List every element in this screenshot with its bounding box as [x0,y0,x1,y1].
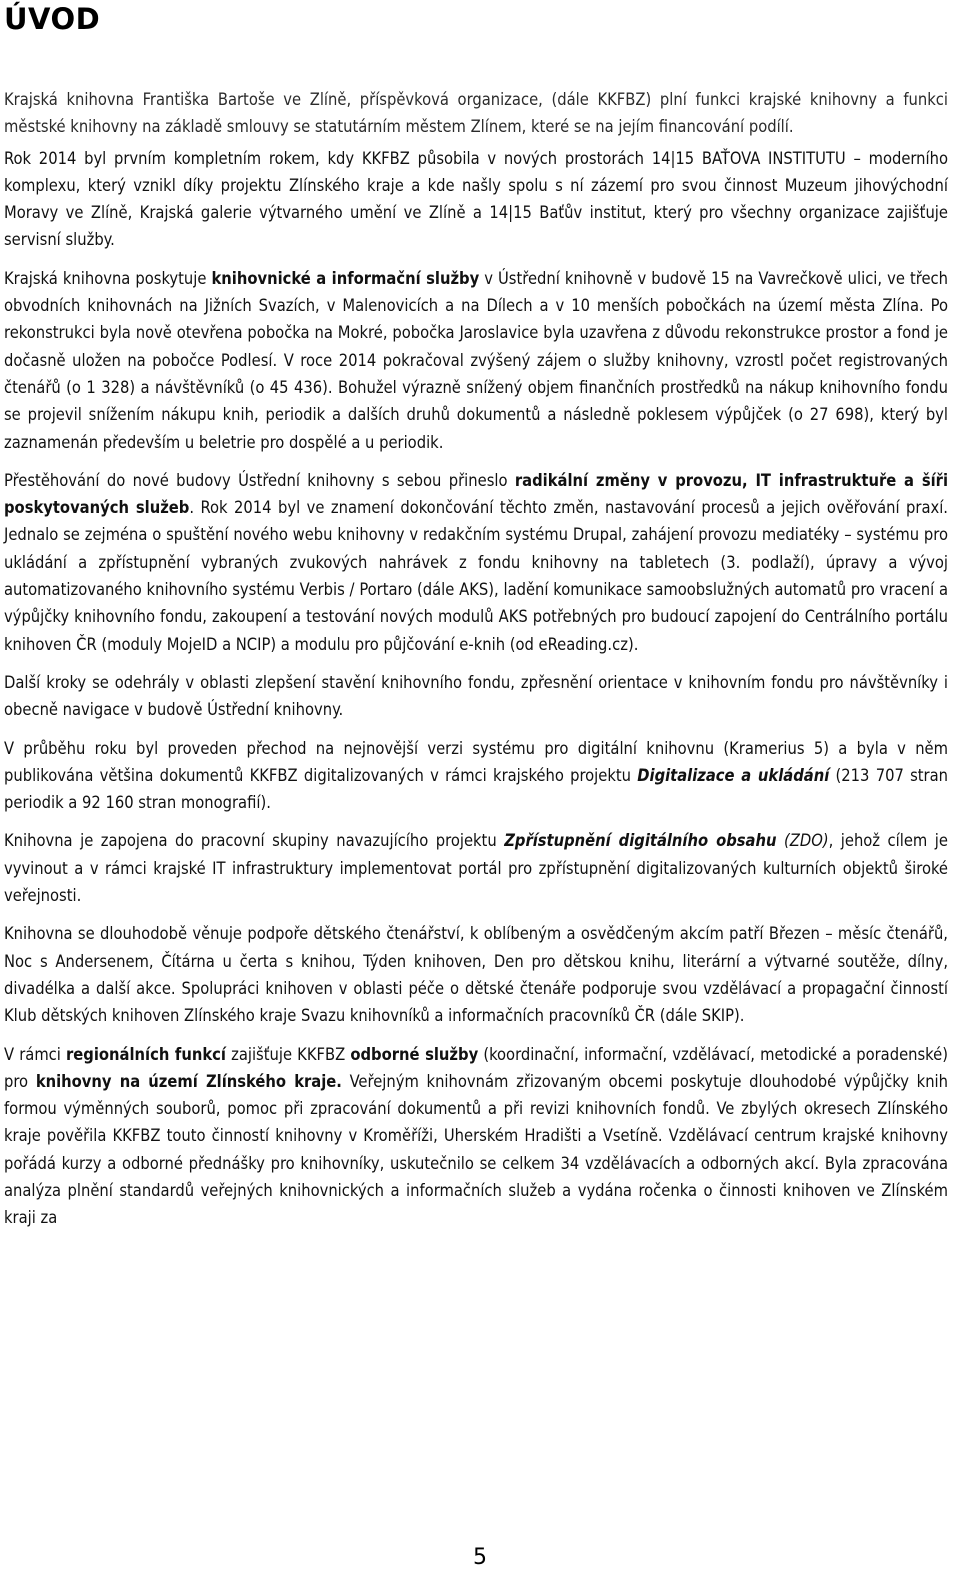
bold-text: knihovny na území Zlínského kraje. [35,1071,342,1091]
paragraph-zdo-project [4,827,948,909]
paragraph-intro: Krajská knihovna Františka Bartoše ve Zlíně, příspěvková organizace, (dále KKFBZ) plní funkci krajské knihovny a funkci městské knihovny na základě smlouvy se statutárním městem Zlínem, které se na jejím financování podílí. [4,90,948,137]
paragraph-collection-orientation: Další kroky se odehrály v oblasti zlepšení stavění knihovního fondu, zpřesnění orientace v knihovním fondu pro návštěvníky i obecně navigace v budově Ústřední knihovny. [4,672,948,720]
paragraph-digital-library [4,735,948,817]
page-number: 5 [473,1545,487,1570]
italic-text: (ZDO) [776,831,829,851]
text-span: V průběhu roku byl proveden přechod na nejnovější verzi systému pro digitální knihovnu (Kramerius 5) a byla v něm publikována většina dokumentů KKFBZ digitalizovaných v rámci krajského projektu [4,738,948,785]
text-span: Krajská knihovna poskytuje [4,268,212,288]
text-span: , jehož cílem je vyvinout a v rámci krajské IT infrastruktury implementovat portál pro zpřístupnění digitalizovaných kulturních objektů široké veřejnosti. [4,831,948,906]
text-span: v Ústřední knihovně v budově 15 na Vavrečkově ulici, ve třech obvodních knihovnách na Jižních Svazích, v Malenovicích a na Dílech a v 10 menších pobočkách na území města Zlína. Po rekonstrukci byla nově otevřena pobočka na Mokré, pobočka Jaroslavice byla uzavřena z důvodu rekonstrukce prostor a fond je dočasně uložen na pobočce Podlesí. V roce 2014 pokračoval zvýšený zájem o služby knihovny, vzrostl počet registrovaných čtenářů (o 1 328) a návštěvníků (o 45 436). Bohužel výrazně snížený objem finančních prostředků na nákup knihovního fondu se projevil snížením nákupu knih, periodik a dalších druhů dokumentů a následně poklesem výpůjček (o 27 698), který byl zaznamenán především u beletrie pro dospělé a u periodik. [4,268,948,452]
text-span: (koordinační, informační, vzdělávací, metodické a poradenské) pro [4,1044,948,1091]
paragraph-relocation [4,467,948,658]
bold-text: regionálních funkcí [66,1044,226,1064]
text-span: . Rok 2014 byl ve znamení dokončování těchto změn, nastavování procesů a jejich ověřování praxí. Jednalo se zejména o spuštění nového webu knihovny v redakčním systému Drupal, zahájení provozu mediatéky – systému pro ukládání a zpřístupnění vybraných zvukových nahrávek z fondu knihovny na tabletech (3. podlaží), úpravy a vývoj automatizovaného knihovního systému Verbis / Portaro (dále AKS), ladění komunikace samoobslužných automatů pro vracení a výpůjčky knihovního fondu, zakoupení a testování nových modulů AKS potřebných pro budoucí zapojení do Centrálního portálu knihoven ČR (moduly MojeID a NCIP) a modulu pro půjčování e-knih (od eReading.cz). [4,498,948,654]
text-span: zajišťuje KKFBZ [225,1044,351,1064]
text-span: V rámci [4,1044,67,1064]
paragraph-regional-functions [4,1041,948,1232]
paragraph-bata-institute: Rok 2014 byl prvním kompletním rokem, kdy KKFBZ působila v nových prostorách 14|15 BAŤOVA INSTITUTU – moderního komplexu, který vznikl díky projektu Zlínského kraje a kde našly spolu s ní zázemí pro svou činnost Muzeum jihovýchodní Moravy ve Zlíně, Krajská galerie výtvarného umění ve Zlíně a 14|15 Baťův institut, který pro všechny organizace zajišťuje servisní služby. [4,148,948,250]
bold-text: odborné služby [350,1044,479,1064]
paragraph-library-services [4,265,948,456]
text-span: Přestěhování do nové budovy Ústřední knihovny s sebou přineslo [4,470,515,490]
text-span: Veřejným knihovnám zřizovaným obcemi poskytuje dlouhodobé výpůjčky knih formou výměnných souborů, pomoc při zpracování dokumentů a při revizi knihovních fondů. Ve zbylých okresech Zlínského kraje pověřila KKFBZ touto činností knihovny v Kroměříži, Uherském Hradišti a Vsetíně. Vzdělávací centrum krajské knihovny pořádá kurzy a odborné přednášky pro knihovníky, uskutečnilo se celkem 34 vzdělávacích a odborných akcí. Byla zpracována analýza plnění standardů veřejných knihovnických a informačních služeb a vydána ročenka o činnosti knihoven ve Zlínském kraji za [4,1071,949,1228]
document-body [4,86,948,1243]
bold-text: radikální změny v provozu, IT infrastruktuře a šíři poskytovaných služeb [4,470,948,518]
bold-italic-text: Zpřístupnění digitálního obsahu [504,831,777,851]
bold-italic-text: Digitalizace a ukládání [637,765,830,785]
paragraph-children-reading: Knihovna se dlouhodobě věnuje podpoře dětského čtenářství, k oblíbeným a osvědčeným akcím patří Březen – měsíc čtenářů, Noc s Andersenem, Čítárna u čerta s knihou, Týden knihoven, Den pro dětskou knihu, literární a výtvarné soutěže, dílny, divadélka a další akce. Spolupráci knihoven v oblasti péče o dětské čtenáře podporuje svou vzdělávací a propagační činností Klub dětských knihoven Zlínského kraje Svazu knihovníků a informačních pracovníků ČR (dále SKIP). [4,924,948,1026]
text-span: (213 707 stran periodik a 92 160 stran monografií). [4,765,948,813]
bold-text: knihovnické a informační služby [211,268,480,288]
page-title: ÚVOD [4,2,101,36]
text-span: Knihovna je zapojena do pracovní skupiny navazujícího projektu [4,831,505,851]
